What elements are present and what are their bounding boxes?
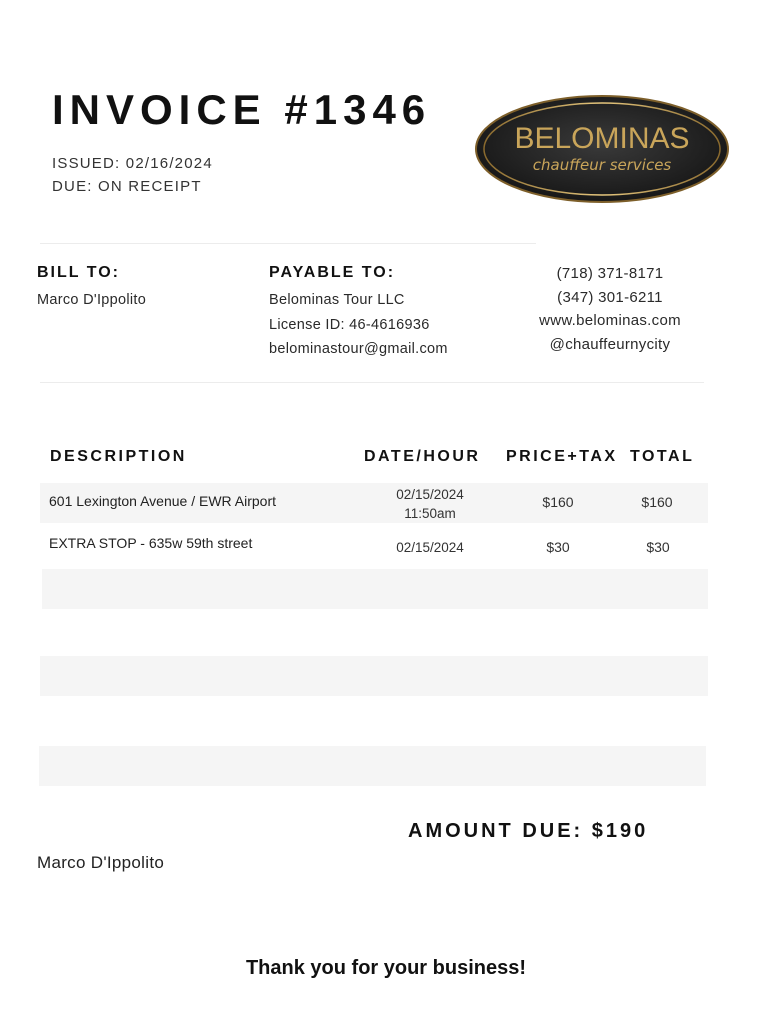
- payable-license: License ID: 46-4616936: [269, 317, 430, 333]
- row-price: $30: [546, 539, 570, 555]
- issued-date: ISSUED: 02/16/2024: [52, 155, 213, 172]
- row-date: 02/15/2024: [396, 540, 464, 555]
- contact-phone-2[interactable]: (347) 301-6211: [557, 289, 663, 306]
- row-time: 11:50am: [404, 506, 456, 521]
- payable-company: Belominas Tour LLC: [269, 292, 405, 308]
- payable-to-label: PAYABLE TO:: [269, 264, 396, 281]
- payable-email[interactable]: belominastour@gmail.com: [269, 341, 448, 357]
- col-header-price: PRICE+TAX: [506, 448, 618, 465]
- row-description: EXTRA STOP - 635w 59th street: [49, 535, 253, 551]
- bill-to-name: Marco D'Ippolito: [37, 292, 147, 308]
- contact-social[interactable]: @chauffeurnycity: [549, 336, 671, 353]
- divider: [40, 243, 536, 244]
- row-total: $160: [641, 494, 673, 510]
- invoice-title: INVOICE #1346: [52, 86, 432, 133]
- contact-phone-1[interactable]: (718) 371-8171: [556, 265, 664, 282]
- due-terms: DUE: ON RECEIPT: [52, 178, 202, 195]
- company-logo: [474, 94, 730, 204]
- contact-website[interactable]: www.belominas.com: [539, 312, 681, 329]
- row-total: $30: [646, 539, 670, 555]
- row-date: 02/15/2024: [396, 487, 464, 502]
- row-price: $160: [542, 494, 574, 510]
- col-header-date: DATE/HOUR: [364, 448, 481, 465]
- col-header-description: DESCRIPTION: [50, 448, 187, 465]
- col-header-total: TOTAL: [630, 448, 695, 465]
- table-row-bg: [40, 656, 708, 696]
- table-row-bg: [42, 569, 708, 609]
- logo-tagline-text: chauffeur services: [532, 156, 672, 174]
- thank-you-note: Thank you for your business!: [245, 957, 527, 979]
- table-row-bg: [39, 746, 706, 786]
- amount-due: AMOUNT DUE: $190: [408, 820, 649, 842]
- bill-to-label: BILL TO:: [37, 264, 120, 281]
- signature-name: Marco D'Ippolito: [37, 853, 165, 872]
- divider: [40, 382, 704, 383]
- logo-brand-text: BELOMINAS: [514, 122, 690, 155]
- row-description: 601 Lexington Avenue / EWR Airport: [49, 493, 276, 509]
